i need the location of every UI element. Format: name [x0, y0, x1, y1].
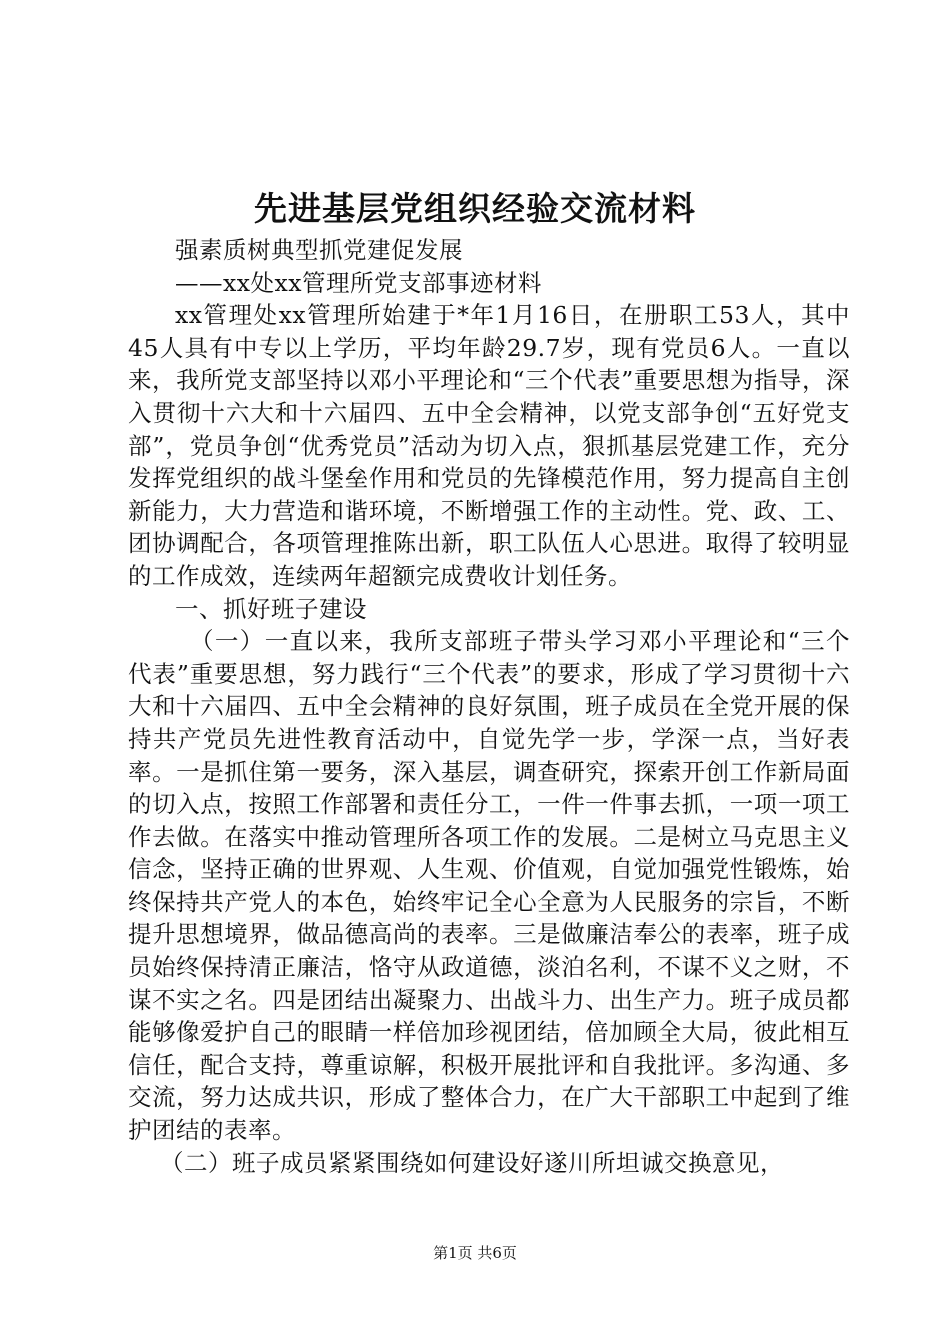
subtitle: 强素质树典型抓党建促发展	[175, 236, 463, 264]
paragraph-intro: xx管理处xx管理所始建于*年1月16日，在册职工53人，其中45人具有中专以上学历，平均年龄29.7岁，现有党员6人。一直以来，我所党支部坚持以邓小平理论和“三个代表”重要思想为指导，深入贯彻十六大和十六届四、五中全会精神，以党支部争创“五好党支部”，党员争创“优秀党员”活动为切入点，狠抓基层党建工作，充分发挥党组织的战斗堡垒作用和党员的先锋模范作用，努力提高自主创新能力，大力营造和谐环境，不断增强工作的主动性。党、政、工、团协调配合，各项管理推陈出新，职工队伍人心思进。取得了较明显的工作成效，连续两年超额完成费收计划任务。	[128, 301, 850, 590]
document-body	[128, 234, 850, 1179]
paragraph-section-1-1: （一）一直以来，我所支部班子带头学习邓小平理论和“三个代表”重要思想，努力践行“三个代表”的要求，形成了学习贯彻十六大和十六届四、五中全会精神的良好氛围，班子成员在全党开展的保持共产党员先进性教育活动中，自觉先学一步，学深一点，当好表率。一是抓住第一要务，深入基层，调查研究，探索开创工作新局面的切入点，按照工作部署和责任分工，一件一件事去抓，一项一项工作去做。在落实中推动管理所各项工作的发展。二是树立马克思主义信念，坚持正确的世界观、人生观、价值观，自觉加强党性锻炼，始终保持共产党人的本色，始终牢记全心全意为人民服务的宗旨，不断提升思想境界，做品德高尚的表率。三是做廉洁奉公的表率，班子成员始终保持清正廉洁，恪守从政道德，淡泊名利，不谋不义之财，不谋不实之名。四是团结出凝聚力、出战斗力、出生产力。班子成员都能够像爱护自己的眼睛一样倍加珍视团结，倍加顾全大局，彼此相互信任，配合支持，尊重谅解，积极开展批评和自我批评。多沟通、多交流，努力达成共识，形成了整体合力，在广大干部职工中起到了维护团结的表率。	[128, 627, 850, 1145]
byline: ——xx处xx管理所党支部事迹材料	[175, 268, 543, 297]
paragraph-section-1-2: （二）班子成员紧紧围绕如何建设好遂川所坦诚交换意见，	[160, 1148, 784, 1177]
document-title: 先进基层党组织经验交流材料	[254, 189, 696, 228]
section-heading-1: 一、抓好班子建设	[175, 594, 367, 623]
page-footer: 第1页 共6页	[433, 1244, 517, 1262]
